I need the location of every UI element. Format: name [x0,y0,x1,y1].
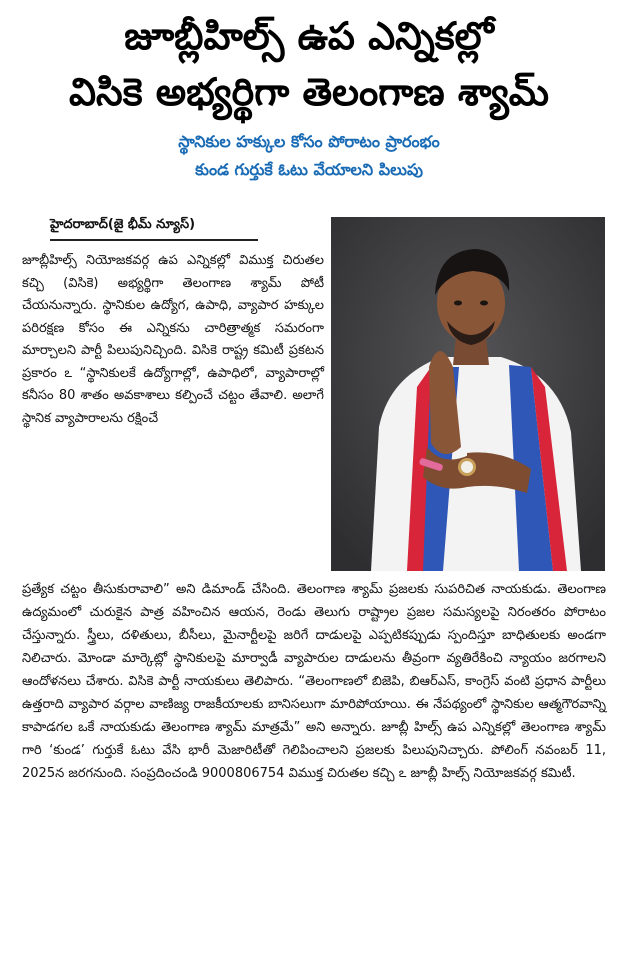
headline-line-1: జూబ్లీహిల్స్ ఉప ఎన్నికల్లో [124,14,494,58]
subheadline [0,128,618,184]
article-body-text: ప్రత్యేక చట్టం తీసుకురావాలి” అని డిమాండ్ చేసింది. తెలంగాణ శ్యామ్ ప్రజలకు సుపరిచిత నాయకుడు. తెలంగాణ ఉద్యమంలో చురుకైన పాత్ర వహించిన ఆయన, రెండు తెలుగు రాష్ట్రాల ప్రజల సమస్యలపై నిరంతరం పోరాటం చేస్తున్నారు. స్త్రీలు, దళితులు, బీసీలు, మైనార్టీలపై జరిగే దాడులపై ఎప్పటికప్పుడు స్పందిస్తూ బాధితులకు అండగా నిలిచారు. మోండా మార్కెట్లో స్థానికులపై మార్వాడీ వ్యాపారుల దాడులను తీవ్రంగా వ్యతిరేకించి న్యాయం జరగాలని ఆందోళనలు చేశారు. విసికె పార్టీ నాయకులు తెలిపారు. “తెలంగాణలో బిజెపి, బిఆర్ఎస్, కాంగ్రెస్ వంటి ప్రధాన పార్టీలు ఉత్తరాది వ్యాపార వర్గాల వాణిజ్య రాజకీయాలకు బానిసలుగా మారిపోయాయి. ఈ నేపథ్యంలో స్థానికుల ఆత్మగౌరవాన్ని కాపాడగల ఒకే నాయకుడు తెలంగాణ శ్యామ్ మాత్రమే” అని అన్నారు. జూబ్లీ హిల్స్ ఉప ఎన్నికల్లో తెలంగాణ శ్యామ్ గారి ‘కుండ’ గుర్తుకే ఓటు వేసి భారీ మెజారిటీతో గెలిపించాలని ప్రజలకు పిలుపునిచ్చారు. పోలింగ్ నవంబర్ 11, 2025న జరగనుంది. సంప్రదించండి 9000806754 విముక్త చిరుతల కచ్చి ఽ జూబ్లీ హిల్స్ నియోజకవర్గ కమిటీ. [22,582,606,781]
article-body [22,578,606,785]
headline-line-2: విసికె అభ్యర్థిగా తెలంగాణ శ్యామ్ [69,70,549,114]
article-column [22,250,324,430]
article-column-text: జూబ్లీహిల్స్ నియోజకవర్గ ఉప ఎన్నికల్లో విముక్త చిరుతల కచ్చి (విసికె) అభ్యర్థిగా తెలంగాణ శ్యామ్ పోటీ చేయనున్నారు. స్థానికుల ఉద్యోగ, ఉపాధి, వ్యాపార హక్కుల పరిరక్షణ కోసం ఈ ఎన్నికను చారిత్రాత్మక సమరంగా మార్చాలని పార్టీ పిలుపునిచ్చింది. విసికె రాష్ట్ర కమిటీ ప్రకటన ప్రకారం ఽ “స్థానికులకే ఉద్యోగాల్లో, ఉపాధిలో, వ్యాపారాల్లో కనీసం 80 శాతం అవకాశాలు కల్పించే చట్టం తేవాలి. అలాగే స్థానిక వ్యాపారాలను రక్షించే [22,253,324,426]
headline [0,8,618,120]
subheadline-line-2: కుండ గుర్తుకే ఓటు వేయాలని పిలుపు [195,160,423,179]
candidate-photo [331,217,605,571]
dateline: హైదరాబాద్(జై భీమ్ న్యూస్) [50,214,258,241]
candidate-portrait-illustration [331,217,605,571]
subheadline-line-1: స్థానికుల హక్కుల కోసం పోరాటం ప్రారంభం [178,132,440,151]
